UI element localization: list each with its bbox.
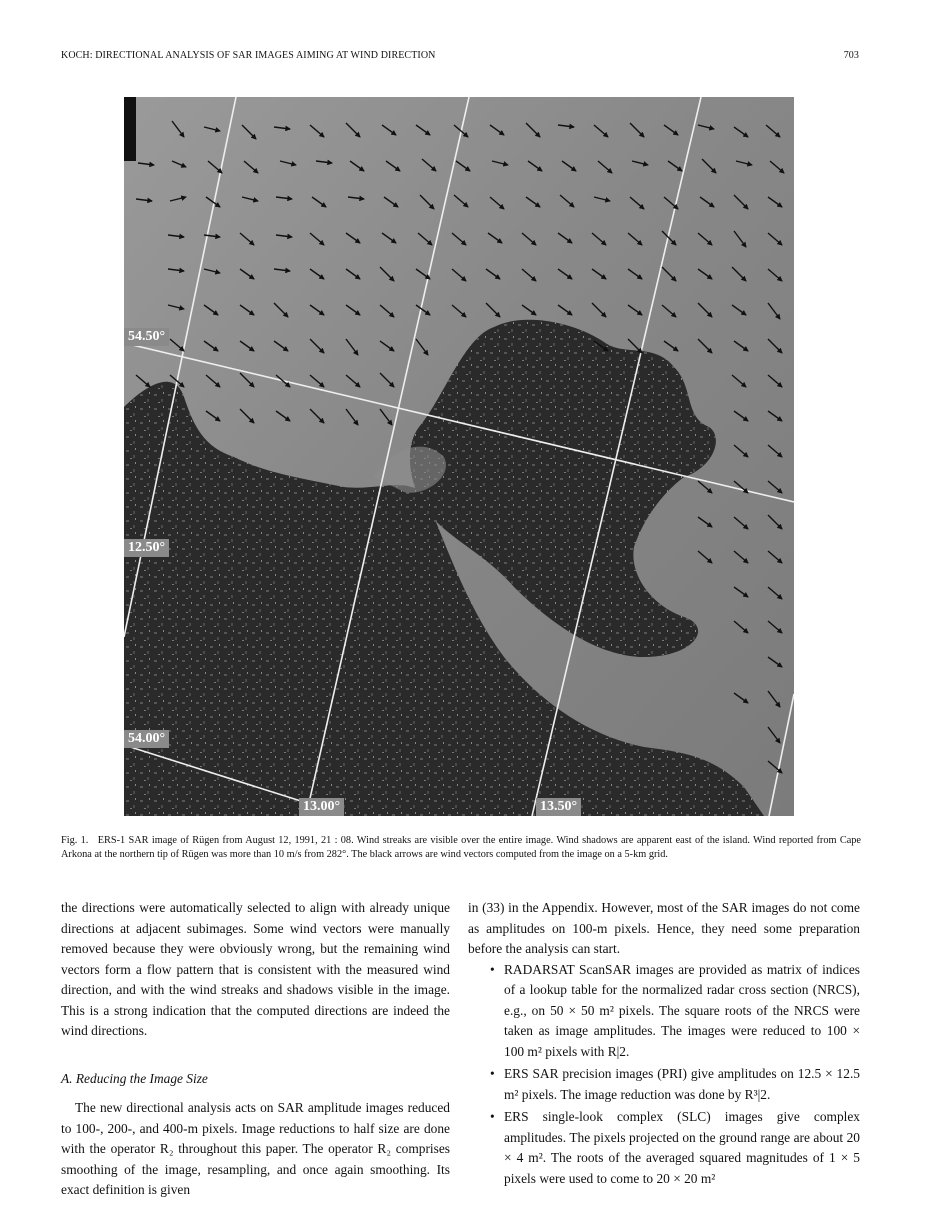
- sar-image-figure: [124, 97, 794, 816]
- label-54-50: 54.50°: [124, 328, 169, 346]
- page-number: 703: [843, 50, 859, 61]
- bullet-text: ERS SAR precision images (PRI) give amplitudes on 12.5 × 12.5 m² pixels. The image reduction was done by R³|2.: [504, 1066, 860, 1102]
- figure-label: Fig. 1.: [61, 835, 89, 846]
- sar-image: [124, 97, 794, 816]
- right-column: [468, 898, 860, 1191]
- label-12-50: 12.50°: [124, 539, 169, 557]
- left-column: [61, 898, 450, 1201]
- right-paragraph-1: in (33) in the Appendix. However, most of the SAR images do not come as amplitudes on 100-m pixels. Hence, they need some preparation before the analysis can start.: [468, 900, 860, 956]
- section-heading: A. Reducing the Image Size: [61, 1070, 208, 1086]
- left-paragraph-1: the directions were automatically selected to align with already unique directions at adjacent subimages. Some wind vectors were manually removed because they were obviously wrong, but the remaining wind vectors form a flow pattern that is consistent with the measured wind direction, and with the wind streaks and shadows visible in the image. This is a strong indication that the computed directions are indeed the wind directions.: [61, 900, 450, 1038]
- bullet-list: [468, 960, 860, 1190]
- bullet-text: RADARSAT ScanSAR images are provided as matrix of indices of a lookup table for the normalized radar cross section (NRCS), e.g., on 50 × 50 m² pixels. The square roots of the NRCS were taken as image amplitudes. The images were reduced to 100 × 100 m² pixels with R|2.: [504, 961, 860, 1059]
- label-13-00: 13.00°: [299, 798, 344, 816]
- caption-text: ERS-1 SAR image of Rügen from August 12, 1991, 21 : 08. Wind streaks are visible over the entire image. Wind shadows are apparent east of the island. Wind reported from Cape Arkona at the northern tip of Rügen was more than 10 m/s from 282°. The black arrows are wind vectors computed from the image on a 5-km grid.: [61, 835, 861, 860]
- bullet-item: • ERS SAR precision images (PRI) give amplitudes on 12.5 × 12.5 m² pixels. The image reduction was done by R³|2.: [490, 1066, 860, 1102]
- bullet-item: • ERS single-look complex (SLC) images give complex amplitudes. The pixels projected on the ground range are about 20 × 4 m². The roots of the averaged squared magnitudes of 1 × 5 pixels were used to come to 20 × 20 m²: [490, 1109, 860, 1186]
- left-paragraph-2: The new directional analysis acts on SAR amplitude images reduced to 100-, 200-, and 400-m pixels. Image reductions to half size are done with the operator R₂ throughout this paper. The operator R₂ comprises smoothing of the image, resampling, and once again smoothing. Its exact definition is given: [61, 1100, 450, 1197]
- header-title: KOCH: DIRECTIONAL ANALYSIS OF SAR IMAGES AIMING AT WIND DIRECTION: [61, 50, 436, 61]
- label-13-50: 13.50°: [536, 798, 581, 816]
- bullet-item: • RADARSAT ScanSAR images are provided as matrix of indices of a lookup table for the normalized radar cross section (NRCS), e.g., on 50 × 50 m² pixels. The square roots of the NRCS were taken as image amplitudes. The images were reduced to 100 × 100 m² pixels with R|2.: [490, 961, 860, 1059]
- figure-caption: [61, 834, 861, 862]
- bullet-text: ERS single-look complex (SLC) images give complex amplitudes. The pixels projected on the ground range are about 20 × 4 m². The roots of the averaged squared magnitudes of 1 × 5 pixels were used to come to 20 × 20 m²: [504, 1109, 860, 1186]
- label-54-00: 54.00°: [124, 730, 169, 748]
